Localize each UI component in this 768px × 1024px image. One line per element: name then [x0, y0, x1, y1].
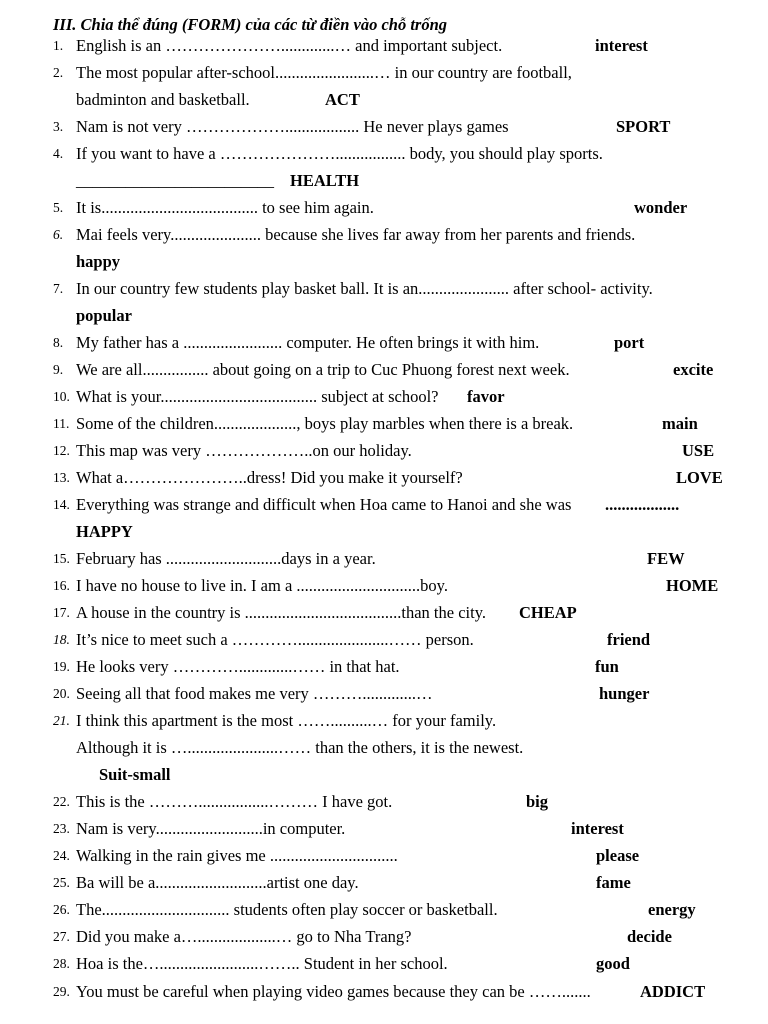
item-text: Hoa is the…........................…….. Student in her school. — [76, 954, 448, 973]
item-keyword: USE — [682, 441, 715, 460]
item-number: 28. — [53, 956, 70, 971]
item-text-continued: badminton and basketball. — [76, 90, 250, 109]
item-text: Some of the children...................., boys play marbles when there is a break. — [76, 414, 574, 433]
item-text: February has ............................days in a year. — [76, 549, 376, 568]
item-keyword: LOVE — [676, 468, 723, 487]
item-keyword: decide — [627, 927, 672, 946]
item-text: Mai feels very...................... because she lives far away from her parents and friends. — [76, 225, 636, 244]
item-text: Did you make a…...................… go to Nha Trang? — [76, 927, 412, 946]
item-number: 21. — [53, 713, 70, 728]
item-keyword: HEALTH — [290, 171, 360, 190]
item-number: 11. — [53, 416, 70, 431]
exercise-heading: III. Chia thể đúng (FORM) của các từ điền vào chỗ trống — [53, 15, 448, 34]
item-text: What a…………………..dress! Did you make it yourself? — [76, 468, 463, 487]
item-number: 13. — [53, 470, 70, 485]
item-text: It is...................................... to see him again. — [76, 198, 374, 217]
item-keyword: favor — [467, 387, 505, 406]
item-text: The most popular after-school........................… in our country are football, — [76, 63, 572, 82]
item-text: My father has a ........................ computer. He often brings it with him. — [76, 333, 540, 352]
item-number: 17. — [53, 605, 70, 620]
item-keyword: port — [614, 333, 645, 352]
item-text: The............................... students often play soccer or basketball. — [76, 900, 498, 919]
item-keyword: interest — [571, 819, 624, 838]
item-blank-dots: .................. — [605, 495, 680, 514]
item-number: 29. — [53, 984, 70, 999]
item-keyword: main — [662, 414, 698, 433]
item-keyword: excite — [673, 360, 714, 379]
item-number: 12. — [53, 443, 70, 458]
item-keyword: ADDICT — [640, 982, 706, 1001]
item-keyword: popular — [76, 306, 132, 325]
item-keyword: please — [596, 846, 640, 865]
item-keyword: happy — [76, 252, 121, 271]
item-text: Nam is very..........................in computer. — [76, 819, 346, 838]
item-number: 6. — [53, 227, 64, 242]
item-keyword: interest — [595, 36, 648, 55]
item-text: You must be careful when playing video games because they can be ……....... — [76, 982, 591, 1001]
item-text: Walking in the rain gives me ............................... — [76, 846, 398, 865]
item-number: 3. — [53, 119, 64, 134]
item-number: 22. — [53, 794, 70, 809]
item-text: Seeing all that food makes me very ……….............… — [76, 684, 433, 703]
item-text: I think this apartment is the most ……..........… for your family. — [76, 711, 497, 730]
item-keyword: good — [596, 954, 630, 973]
item-keyword: energy — [648, 900, 696, 919]
item-number: 4. — [53, 146, 64, 161]
item-text: Nam is not very ……………….................. He never plays games — [76, 117, 509, 136]
item-number: 14. — [53, 497, 70, 512]
item-number: 26. — [53, 902, 70, 917]
item-number: 7. — [53, 281, 64, 296]
item-keyword: Suit-small — [99, 765, 171, 784]
item-text: He looks very ………….............…… in that hat. — [76, 657, 400, 676]
item-number: 23. — [53, 821, 70, 836]
item-number: 15. — [53, 551, 70, 566]
item-keyword: HOME — [666, 576, 719, 595]
item-number: 25. — [53, 875, 70, 890]
item-keyword: HAPPY — [76, 522, 133, 541]
item-number: 19. — [53, 659, 70, 674]
item-number: 1. — [53, 38, 64, 53]
item-number: 16. — [53, 578, 70, 593]
item-keyword: FEW — [647, 549, 685, 568]
item-keyword: CHEAP — [519, 603, 577, 622]
item-text: A house in the country is ......................................than the city. — [76, 603, 487, 622]
item-keyword: wonder — [634, 198, 688, 217]
item-number: 24. — [53, 848, 70, 863]
item-number: 8. — [53, 335, 64, 350]
item-text: If you want to have a …………………................. body, you should play sports. — [76, 144, 603, 163]
item-keyword: SPORT — [616, 117, 671, 136]
item-number: 10. — [53, 389, 70, 404]
item-number: 2. — [53, 65, 64, 80]
item-text: I have no house to live in. I am a ..............................boy. — [76, 576, 448, 595]
item-number: 27. — [53, 929, 70, 944]
item-text: This is the ……….................……… I have got. — [76, 792, 393, 811]
item-number: 9. — [53, 362, 64, 377]
item-text-continued: ________________________ — [76, 171, 274, 190]
item-text: What is your...................................... subject at school? — [76, 387, 439, 406]
item-keyword: fame — [596, 873, 631, 892]
item-text: We are all................ about going on a trip to Cuc Phuong forest next week. — [76, 360, 570, 379]
item-text: In our country few students play basket ball. It is an...................... after school- activity. — [76, 279, 653, 298]
item-text: It’s nice to meet such a …………......................…… person. — [76, 630, 474, 649]
item-keyword: ACT — [325, 90, 360, 109]
item-text: English is an ………………….............… and important subject. — [76, 36, 503, 55]
item-number: 20. — [53, 686, 70, 701]
item-keyword: hunger — [599, 684, 650, 703]
item-keyword: fun — [595, 657, 619, 676]
item-number: 5. — [53, 200, 64, 215]
item-text: Ba will be a...........................artist one day. — [76, 873, 359, 892]
item-text: Everything was strange and difficult when Hoa came to Hanoi and she was — [76, 495, 572, 514]
item-number: 18. — [53, 632, 70, 647]
item-keyword: friend — [607, 630, 651, 649]
item-keyword: big — [526, 792, 549, 811]
item-text-continued: Although it is …......................…… than the others, it is the newest. — [76, 738, 524, 757]
item-text: This map was very ………………..on our holiday. — [76, 441, 412, 460]
